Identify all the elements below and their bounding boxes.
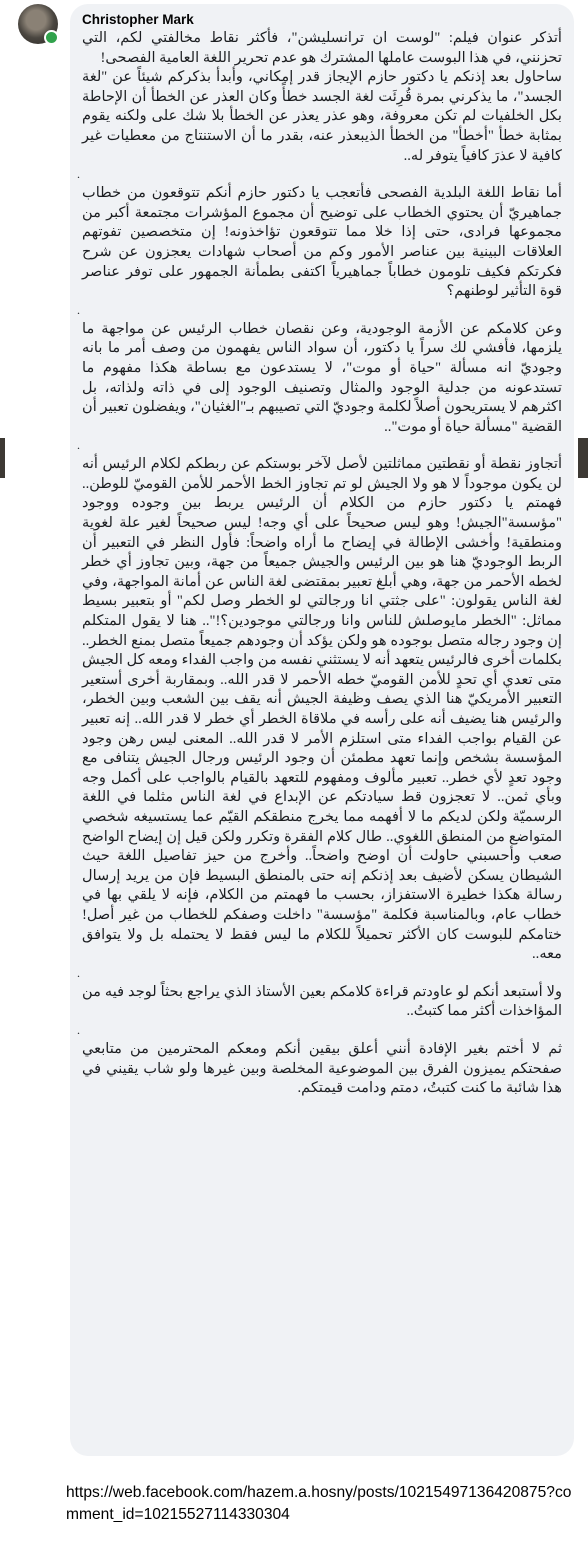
separator-dot: . bbox=[77, 1022, 80, 1037]
separator-dot: . bbox=[77, 302, 80, 317]
comment-author-name[interactable]: Christopher Mark bbox=[82, 12, 194, 27]
online-status-icon bbox=[44, 30, 59, 45]
comment-paragraph: أتذكر عنوان فيلم: "لوست ان ترانسليشن"، فأكثر نقاط مخالفتي لكم، التي تحزنني، في هذا البوست عاملها المشترك هو عدم تحرير اللغة العامية الفصحى! bbox=[82, 30, 562, 66]
comment-permalink[interactable]: https://web.facebook.com/hazem.a.hosny/posts/10215497136420875?comment_id=10215527114330304 bbox=[66, 1484, 572, 1523]
comment-body bbox=[77, 29, 562, 1099]
paragraph-separator bbox=[77, 302, 562, 320]
adjacent-photo-edge-right bbox=[578, 438, 588, 478]
adjacent-photo-edge-left bbox=[0, 438, 5, 478]
comment-paragraph: أما نقاط اللغة البلدية الفصحى فأتعجب يا دكتور حازم أنكم تتوقعون من خطاب جماهيريّ أن يحتوي الخطاب على توضيح أن مجموع المؤشرات مجتمعة أكبر من مجموعها فرادى، حتى إذا خلا مما تتوقعون تؤاخذونه! إن متخصصين تفوتهم العلاقات البينية بين عناصر الأمور وكم من أصحاب شهادات يعجزون عن شرح فكرتكم فكيف تلومون خطاباً جماهيرياً اكتفى بطمأنة الجمهور على توفر عناصر قوة التأثير لوطنهم؟ bbox=[82, 185, 562, 300]
separator-dot: . bbox=[77, 167, 80, 182]
paragraph-separator bbox=[77, 965, 562, 983]
comment-paragraph: ثم لا أختم بغير الإفادة أنني أعلق بيقين أنكم ومعكم المحترمين من متابعي صفحتكم يميزون الفرق بين الموضوعية المخلصة وبين غيرها ولو شاب يقيني في هذا شائبة ما كنت كتبتُ، دمتم ودامت قيمتكم. bbox=[82, 1040, 562, 1097]
comment-paragraph: أتجاوز نقطة أو نقطتين مماثلتين لأصل لآخر بوستكم عن ربطكم لكلام الرئيس أنه لن يكون موجوداً لا هو ولا الجيش لو تم تجاوز الخط الأحمر للأمن القوميّ للوطن.. فهمتم يا دكتور حازم من الكلام أن الرئيس يربط بين وجوده ووجود "مؤسسة"الجيش! وهو ليس صحيحاً على أي وجه! ليس صحيحاً لغير علة لغوية ومنطقية! وأخشى الإطالة في إيضاح ما أراه واضحاً: فأول النظر في التعبير أن الربط الوجوديّ هنا هو بين الرئيس والجيش جميعاً من جهة، وبين تجاوز أي خطر لخطه الأحمر من جهة، وهي أبلغ تعبير بمقتضى لغة الناس عن أمانة المواجهة، وفي لغة الناس يقولون: "على جثتي انا ورجالتي لو الخطر وصل لكم" أو بتعبير بسيط مماثل: "الخطر مايوصلش للناس وانا ورجالتي موجودين؟!".. هنا لا يقول المتكلم إن وجود رجاله متصل بوجوده هو ولكن يؤكد أن وجودهم جميعاً متصل بمنع الخطر.. بكلمات أخرى فالرئيس يتعهد أنه لا يستثني نفسه من واجب الفداء ومعه كل الجيش متى تعدي أي تحدٍ للأمن القوميّ خطه الأحمر لا قدر الله.. وبمقاربة أخرى أستعير التعبير الأمريكيّ هنا الذي يصف وظيفة الجيش أنه يقف بين الشعب وبين الخطر، والرئيس هنا يضيف أنه على رأسه في ملاقاة الخطر أي خطر لا قدر الله.. إنه تعبير عن القيام بواجب الفداء متى استلزم الأمر لا قدر الله.. المعنى ليس رهن وجود المؤسسة بشخص وإنما تعهد مطمئن أن وجود الرئيس ورجال الجيش يتنافى مع وجود تعدٍ لأي خطر.. تعبير مألوف ومفهوم للتعهد بالقيام بالواجب على أكمل وجه وبأي ثمن.. لا تعجزون قط سيادتكم عن الإبداع في لغة الناس مثلما في اللغة الرسميّة ولكن لديكم ما لا أفهمه مما يخرج منطقكم القيّم عما يستسيغه شخصي المتواضع من المنطق اللغوي.. طال كلام الفقرة وتكرر ولكن قيل إن إيضاح الواضح صعب وأحسبني حاولت أن اوضح واضحاً.. وأخرج من حيز تفاصيل اللغة حيث الشيطان يسكن لأضيف بعد إذنكم إنه حتى بالمنطق البسيط فإن من يريد إرسال رسالة هكذا خطيرة الاستفزاز، بحسب ما فهمتم من الكلام، فإنه لا يلقي بها في خطاب عام، وبالمناسبة فكلمة "مؤسسة" داخلت وصفكم للخطاب من غير أصل! ختامكم للبوست كان الأكثر تحميلاً للكلام ما ليس فقط لا يحتمله بل ولا يتوافق معه.. bbox=[82, 456, 562, 963]
comment-paragraph: وعن كلامكم عن الأزمة الوجودية، وعن نقصان خطاب الرئيس عن مواجهة ما يلزمها، فأفشي لك سراً يا دكتور، أن سواد الناس يفهمون من وصف أمر ما بانه وجوديّ انه مسألة "حياة أو موت"، لا يستدعون مع بساطة هكذا مفهوم ما تستدعونه من جدلية الوجود والمثال وتصنيف الوجود إلى في ذاته ولذاته، بل اكثرهم لا يستريحون أصلاً لكلمة وجوديّ التي تصيبهم بـ"الغثيان"، ويفضلون تعبير أن القضية "مسألة حياة أو موت".. bbox=[82, 320, 562, 435]
separator-dot: . bbox=[77, 965, 80, 980]
avatar[interactable] bbox=[18, 4, 58, 44]
comment-paragraph: ولا أستبعد أنكم لو عاودتم قراءة كلامكم بعين الأستاذ الذي يراجع بحثاً لوجد فيه من المؤاخذات أكثر مما كتبتُ.. bbox=[82, 983, 562, 1020]
paragraph-separator bbox=[77, 1022, 562, 1040]
paragraph-separator bbox=[77, 437, 562, 455]
comment-paragraph: ساحاول بعد إذنكم يا دكتور حازم الإيجاز قدر إمكاني، وأبدأ بذكركم شيئاً عن "لغة الجسد"، ما يذكرني بمرة قُرِئَت لغة الجسد خطأً وكان العذر عن الخطأ أن الإحاطة بكل الخلفيات لم تكن معروفة، وهو عذر يعذر عن الخطأ بلا شك على ولكنه يقوم بمثابة خطأ "أخطأ" من الخطأ الذيبعذر عنه، بقدر ما أن الاستنتاج من معطيات غير كافية لا عذرَ كافياً يتوفر له.. bbox=[82, 69, 562, 164]
paragraph-separator bbox=[77, 166, 562, 184]
separator-dot: . bbox=[77, 438, 80, 453]
comment-bubble bbox=[70, 4, 574, 1456]
